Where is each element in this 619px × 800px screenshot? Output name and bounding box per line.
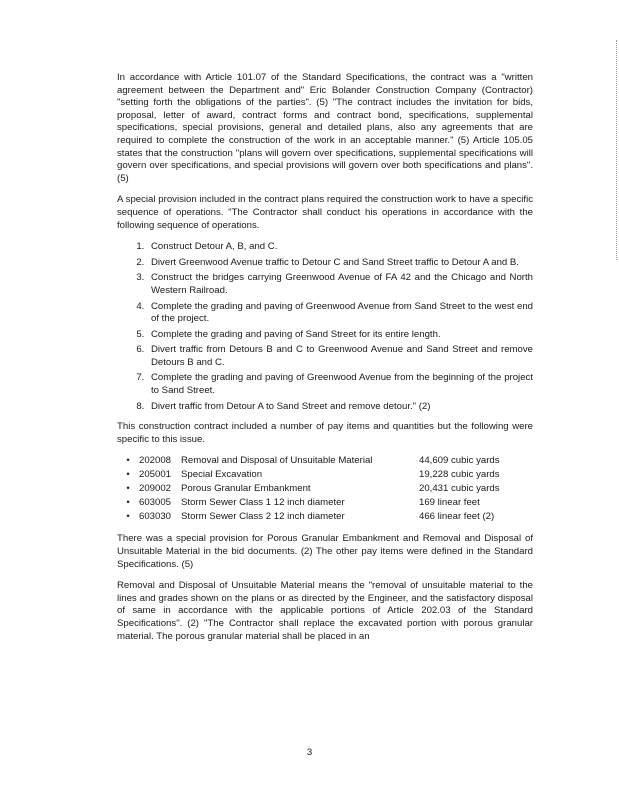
pay-item-code: 209002 xyxy=(139,483,172,495)
page-body xyxy=(117,72,533,652)
bullet: • xyxy=(126,455,130,467)
bullet: • xyxy=(126,496,130,508)
sequence-of-operations-list xyxy=(117,241,533,413)
pay-item-code: 205001 xyxy=(139,469,172,481)
pay-items-list xyxy=(117,455,533,524)
sequence-step: 1. Construct Detour A, B, and C. xyxy=(147,241,533,254)
pay-item-row xyxy=(117,483,533,497)
sequence-step: 7. Complete the grading and paving of Greenwood Avenue from the beginning of the project to Sand Street. xyxy=(147,372,533,397)
pay-item-row xyxy=(117,455,533,469)
pay-item-description: Removal and Disposal of Unsuitable Material xyxy=(181,455,373,467)
pay-item-quantity: 466 linear feet (2) xyxy=(419,510,495,522)
paragraph-sequence-intro: A special provision included in the contract plans required the construction work to have a specific sequence of operations. "The Contractor shall conduct his operations in accordance with the following sequence of operations. xyxy=(117,194,533,231)
paragraph-pay-items-intro: This construction contract included a number of pay items and quantities but the following were specific to this issue. xyxy=(117,421,533,445)
sequence-step: 3. Construct the bridges carrying Greenwood Avenue of FA 42 and the Chicago and North Western Railroad. xyxy=(147,272,533,297)
sequence-step: 2. Divert Greenwood Avenue traffic to Detour C and Sand Street traffic to Detour A and B. xyxy=(147,257,533,270)
bullet: • xyxy=(126,483,130,495)
paragraph-special-provision: There was a special provision for Porous Granular Embankment and Removal and Disposal of Unsuitable Material in the bid documents. (2) The other pay items were defined in the Standard Specifications. (5) xyxy=(117,533,533,570)
pay-item-code: 603005 xyxy=(139,496,172,508)
pay-item-description: Storm Sewer Class 2 12 inch diameter xyxy=(181,510,345,522)
pay-item-quantity: 44,609 cubic yards xyxy=(419,455,500,467)
page-number: 3 xyxy=(306,747,313,758)
pay-item-row xyxy=(117,497,533,511)
pay-item-quantity: 19,228 cubic yards xyxy=(419,469,500,481)
pay-item-description: Porous Granular Embankment xyxy=(181,483,311,495)
bullet: • xyxy=(126,510,130,522)
paragraph-contract-definition: In accordance with Article 101.07 of the Standard Specifications, the contract was a "written agreement between the Department and" Eric Bolander Construction Company (Contractor) "setting forth the obligations of the parties". (5) "The contract includes the invitation for bids, proposal, letter of award, contract forms and contract bond, specifications, supplemental specifications, special provisions, general and detailed plans, also any agreements that are required to complete the construction of the work in an acceptable manner." (5) Article 105.05 states that the construction "plans will govern over specifications, supplemental specifications will govern over specifications, and special provisions will govern over both specifications and plans". (5) xyxy=(117,72,533,184)
bullet: • xyxy=(126,469,130,481)
sequence-step: 6. Divert traffic from Detours B and C to Greenwood Avenue and Sand Street and remove Detours B and C. xyxy=(147,344,533,369)
paragraph-removal-definition: Removal and Disposal of Unsuitable Material means the "removal of unsuitable material to the lines and grades shown on the plans or as directed by the Engineer, and the satisfactory disposal of same in accordance with the applicable portions of Article 202.03 of the Standard Specifications". (2) "The Contractor shall replace the excavated portion with porous granular material. The porous granular material shall be placed in an xyxy=(117,580,533,642)
pay-item-quantity: 169 linear feet xyxy=(419,496,480,508)
pay-item-code: 202008 xyxy=(139,455,172,467)
pay-item-quantity: 20,431 cubic yards xyxy=(419,483,500,495)
sequence-step: 4. Complete the grading and paving of Greenwood Avenue from Sand Street to the west end of the project. xyxy=(147,301,533,326)
sequence-step: 5. Complete the grading and paving of Sand Street for its entire length. xyxy=(147,329,533,342)
pay-item-description: Storm Sewer Class 1 12 inch diameter xyxy=(181,496,345,508)
pay-item-row xyxy=(117,469,533,483)
scan-edge-marks xyxy=(613,40,617,260)
pay-item-code: 603030 xyxy=(139,510,172,522)
pay-item-description: Special Excavation xyxy=(181,469,263,481)
sequence-step: 8. Divert traffic from Detour A to Sand Street and remove detour." (2) xyxy=(147,401,533,414)
pay-item-row xyxy=(117,511,533,525)
